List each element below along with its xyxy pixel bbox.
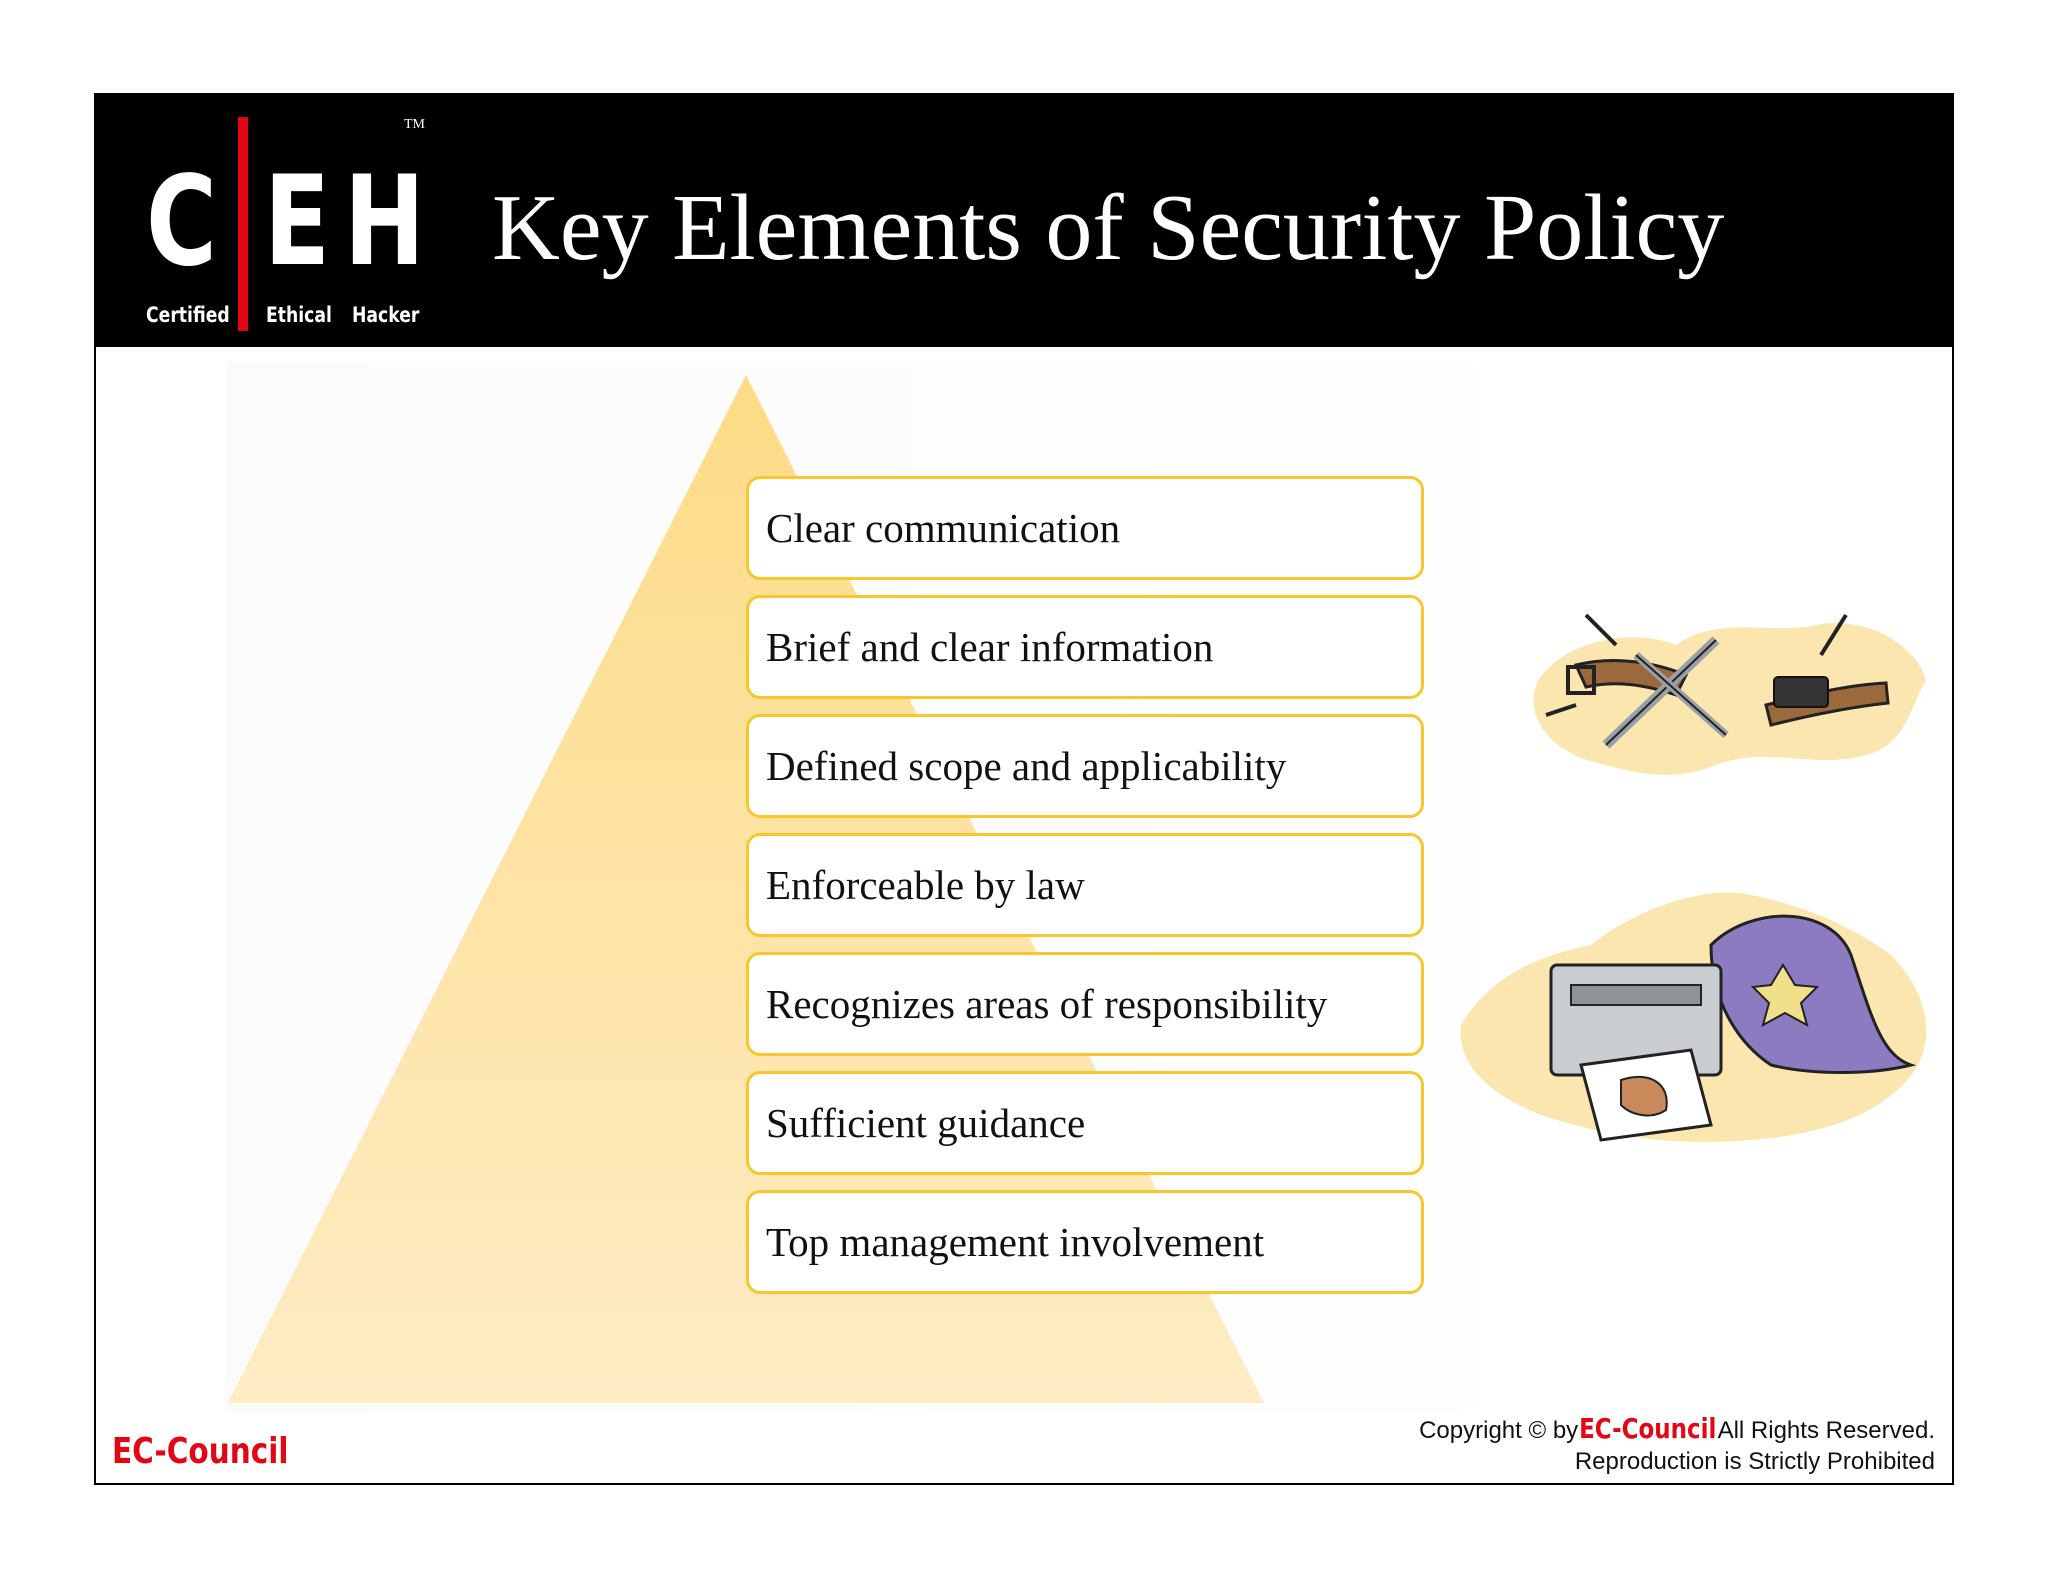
printer-police-hat-clipart-icon bbox=[1451, 865, 1941, 1165]
logo-hacker: Hacker bbox=[352, 303, 420, 327]
list-item-label: Sufficient guidance bbox=[766, 1100, 1086, 1146]
list-item bbox=[746, 833, 1424, 937]
list-item bbox=[746, 595, 1424, 699]
copyright-brand: EC-Council bbox=[1579, 1412, 1717, 1445]
list-item bbox=[746, 1071, 1424, 1175]
slide bbox=[94, 93, 1954, 1485]
copyright-notice bbox=[1419, 1413, 1935, 1477]
list-item-label: Enforceable by law bbox=[766, 862, 1085, 908]
logo-red-bar bbox=[238, 117, 248, 331]
list-item bbox=[746, 476, 1424, 580]
logo-ethical: Ethical bbox=[266, 303, 332, 327]
logo-letter-c: C bbox=[146, 150, 217, 294]
slide-title: Key Elements of Security Policy bbox=[492, 176, 1725, 280]
list-item-label: Defined scope and applicability bbox=[766, 743, 1287, 789]
list-item-label: Recognizes areas of responsibility bbox=[766, 981, 1328, 1027]
list-item bbox=[746, 1190, 1424, 1294]
list-item-label: Clear communication bbox=[766, 505, 1121, 551]
copyright-prefix: Copyright © by bbox=[1419, 1417, 1579, 1444]
list-item-label: Top management involvement bbox=[766, 1219, 1265, 1265]
reproduction-notice: Reproduction is Strictly Prohibited bbox=[1574, 1448, 1935, 1475]
logo-trademark: TM bbox=[404, 117, 425, 132]
copyright-suffix: All Rights Reserved. bbox=[1717, 1417, 1935, 1444]
list-item bbox=[746, 714, 1424, 818]
ec-council-logo: EC-Council bbox=[112, 1431, 289, 1472]
header bbox=[96, 95, 1952, 347]
ceh-logo bbox=[146, 107, 446, 337]
list-item bbox=[746, 952, 1424, 1056]
copyright-line bbox=[1419, 1413, 1935, 1446]
tools-belt-clipart-icon bbox=[1516, 585, 1936, 795]
elements-list bbox=[746, 476, 1424, 1309]
logo-letter-e: E bbox=[264, 150, 331, 294]
logo-certified: Certified bbox=[146, 303, 230, 327]
logo-letter-h: H bbox=[344, 150, 425, 294]
list-item-label: Brief and clear information bbox=[766, 624, 1214, 670]
